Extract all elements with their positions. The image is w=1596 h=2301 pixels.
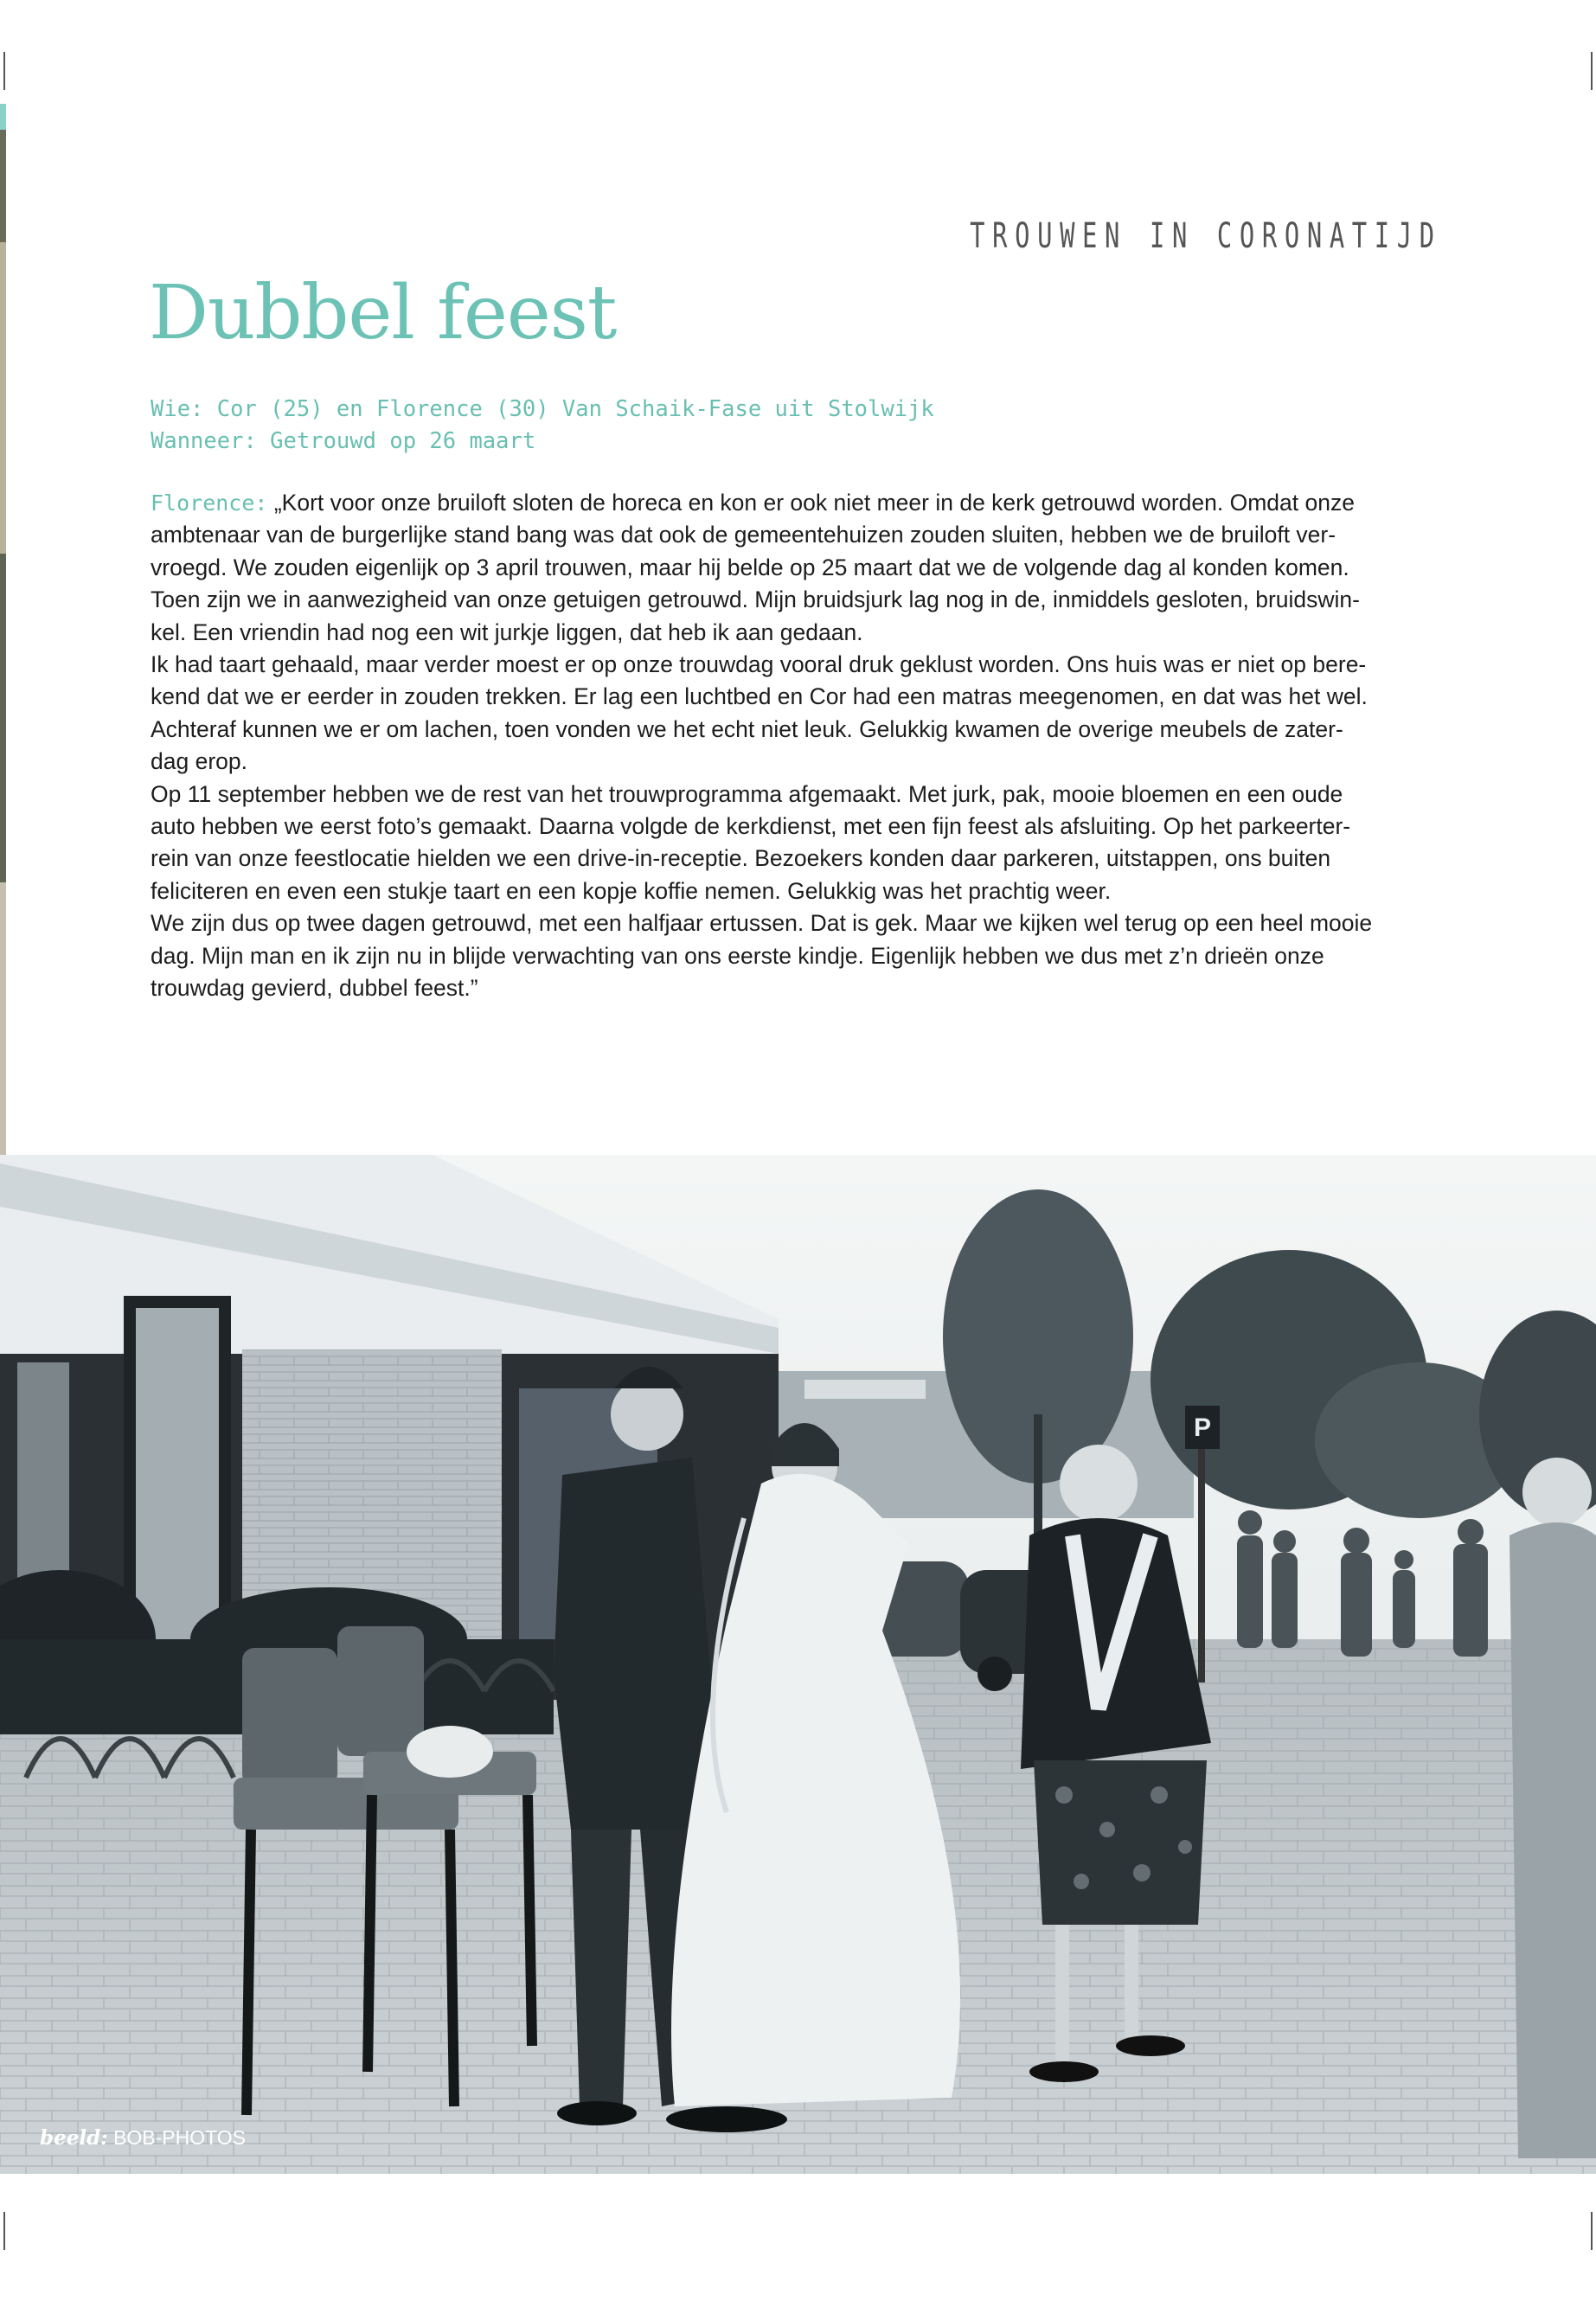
photo-credit — [40, 2126, 246, 2150]
body-line: auto hebben we eerst foto’s gemaakt. Daarna volgde de kerkdienst, met een fijn feest als afsluiting. Op het parkeerter- — [151, 813, 1351, 840]
photo-credit-label: beeld: — [40, 2126, 108, 2150]
meta-when: Wanneer: Getrouwd op 26 maart — [151, 428, 536, 454]
body-line: Op 11 september hebben we de rest van het trouwprogramma afgemaakt. Met jurk, pak, mooie bloemen en een oude — [151, 780, 1343, 807]
body-line: feliciteren en even een stukje taart en een kopje koffie nemen. Gelukkig was het prachtig weer. — [151, 877, 1112, 904]
section-label: TROUWEN IN CORONATIJD — [970, 216, 1442, 256]
crop-mark-bottom-left — [3, 2212, 5, 2250]
body-line: kel. Een vriendin had nog een wit jurkje liggen, dat heb ik aan gedaan. — [151, 619, 863, 645]
photo-credit-name: BOB-PHOTOS — [113, 2126, 246, 2149]
body-line: Florence: „Kort voor onze bruiloft sloten de horeca en kon er ook niet meer in de kerk getrouwd worden. Omdat onze — [151, 490, 1355, 516]
crop-mark-top-left — [3, 52, 5, 90]
body-line: vroegd. We zouden eigenlijk op 3 april trouwen, maar hij belde op 25 maart dat we de volgende dag al konden komen. — [151, 554, 1349, 580]
article-meta — [151, 394, 934, 458]
article-body — [151, 487, 1457, 1005]
wedding-photo — [0, 1155, 1596, 2174]
body-line: dag. Mijn man en ik zijn nu in blijde verwachting van ons eerste kindje. Eigenlijk hebben we dus met z’n drieën onze — [151, 942, 1324, 969]
body-line: rein van onze feestlocatie hielden we een drive-in-receptie. Bezoekers konden daar parkeren, uitstappen, ons buiten — [151, 845, 1331, 872]
body-line: ambtenaar van de burgerlijke stand bang was dat ook de gemeentehuizen zouden sluiten, hebben we de bruiloft ver- — [151, 522, 1336, 548]
meta-who: Wie: Cor (25) en Florence (30) Van Schaik-Fase uit Stolwijk — [151, 396, 934, 422]
crop-mark-bottom-right — [1591, 2212, 1593, 2250]
body-line: Ik had taart gehaald, maar verder moest er op onze trouwdag vooral druk geklust worden. Ons huis was er niet op bere- — [151, 651, 1367, 678]
svg-text:P: P — [1194, 1413, 1212, 1442]
crop-mark-top-right — [1591, 52, 1593, 90]
body-line: trouwdag gevierd, dubbel feest.” — [151, 975, 478, 1002]
body-line: dag erop. — [151, 748, 247, 775]
speaker-label: Florence: — [151, 490, 268, 516]
article-title: Dubbel feest — [149, 270, 617, 356]
body-line: kend dat we er eerder in zouden trekken. Er lag een luchtbed en Cor had een matras meegenomen, en dat was het wel. — [151, 683, 1368, 710]
adjacent-page-strip — [0, 104, 6, 1159]
body-line: Achteraf kunnen we er om lachen, toen vonden we het echt niet leuk. Gelukkig kwamen de overige meubels de zater- — [151, 715, 1343, 742]
body-line: Toen zijn we in aanwezigheid van onze getuigen getrouwd. Mijn bruidsjurk lag nog in de, inmiddels gesloten, bruidswin- — [151, 586, 1360, 613]
body-line: We zijn dus op twee dagen getrouwd, met een halfjaar ertussen. Dat is gek. Maar we kijken wel terug op een heel mooie — [151, 910, 1373, 937]
